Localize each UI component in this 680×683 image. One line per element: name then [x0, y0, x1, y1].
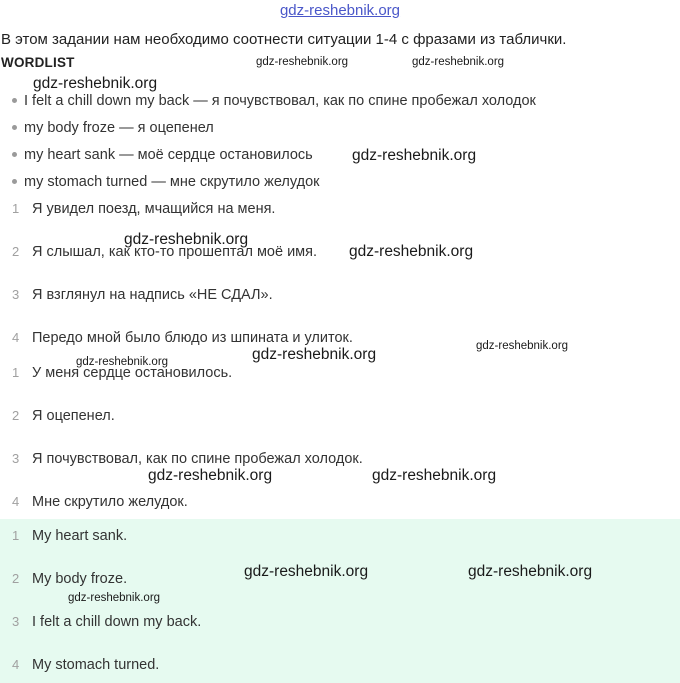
- situation-number: 4: [12, 330, 20, 345]
- translation-text: Мне скрутило желудок.: [32, 494, 188, 510]
- translation-row: [12, 408, 115, 424]
- watermark: gdz-reshebnik.org: [256, 56, 349, 68]
- watermark: gdz-reshebnik.org: [476, 340, 569, 352]
- situation-row: [12, 201, 275, 217]
- answer-text: I felt a chill down my back.: [32, 614, 202, 630]
- watermark: gdz-reshebnik.org: [76, 356, 169, 368]
- bullet-dot-icon: [12, 152, 17, 157]
- wordlist-item-text: my heart sank — моё сердце остановилось: [24, 147, 313, 163]
- watermark: gdz-reshebnik.org: [33, 75, 158, 92]
- answer-text: My heart sank.: [32, 528, 128, 544]
- translation-number: 2: [12, 408, 20, 423]
- wordlist-item-text: my body froze — я оцепенел: [24, 120, 214, 136]
- answer-number: 1: [12, 528, 20, 543]
- bullet-dot-icon: [12, 125, 17, 130]
- translation-row: [12, 494, 188, 510]
- translation-number: 1: [12, 365, 20, 380]
- bullet-dot-icon: [12, 98, 17, 103]
- translation-row: [12, 451, 363, 467]
- translation-text: Я оцепенел.: [32, 408, 115, 424]
- wordlist-item-text: I felt a chill down my back — я почувствовал, как по спине пробежал холодок: [24, 93, 536, 109]
- answer-text: My stomach turned.: [32, 657, 160, 673]
- watermark: gdz-reshebnik.org: [349, 243, 474, 260]
- situation-number: 2: [12, 244, 20, 259]
- answer-row: [12, 657, 159, 673]
- situation-text: Передо мной было блюдо из шпината и улиток.: [32, 330, 353, 346]
- wordlist-item: [12, 147, 313, 163]
- answer-text: My body froze.: [32, 571, 128, 587]
- translation-text: Я почувствовал, как по спине пробежал холодок.: [32, 451, 363, 467]
- wordlist-item: [12, 174, 320, 190]
- answer-number: 4: [12, 657, 20, 672]
- translation-number: 3: [12, 451, 20, 466]
- answer-row: [12, 528, 127, 544]
- situation-text: Я взглянул на надпись «НЕ СДАЛ».: [32, 287, 273, 303]
- answer-number: 2: [12, 571, 20, 586]
- watermark: gdz-reshebnik.org: [252, 346, 377, 363]
- watermark: gdz-reshebnik.org: [124, 231, 249, 248]
- wordlist-item: [12, 120, 214, 136]
- watermark: gdz-reshebnik.org: [244, 563, 369, 580]
- watermark: gdz-reshebnik.org: [68, 592, 161, 604]
- site-header-link[interactable]: gdz-reshebnik.org: [279, 2, 401, 19]
- watermark: gdz-reshebnik.org: [372, 467, 497, 484]
- translation-text: У меня сердце остановилось.: [32, 365, 233, 381]
- answer-row: [12, 614, 201, 630]
- situation-row: [12, 330, 353, 346]
- wordlist-title: WORDLIST: [1, 55, 75, 70]
- situation-text: Я слышал, как кто-то прошептал моё имя.: [32, 244, 318, 260]
- watermark: gdz-reshebnik.org: [468, 563, 593, 580]
- watermark: gdz-reshebnik.org: [412, 56, 505, 68]
- situation-text: Я увидел поезд, мчащийся на меня.: [32, 201, 276, 217]
- translation-number: 4: [12, 494, 20, 509]
- watermark: gdz-reshebnik.org: [352, 147, 477, 164]
- intro-text: В этом задании нам необходимо соотнести ситуации 1-4 с фразами из таблички.: [1, 31, 567, 48]
- watermark: gdz-reshebnik.org: [148, 467, 273, 484]
- wordlist-item-text: my stomach turned — мне скрутило желудок: [24, 174, 320, 190]
- situation-number: 3: [12, 287, 20, 302]
- bullet-dot-icon: [12, 179, 17, 184]
- wordlist-item: [12, 93, 536, 109]
- answer-number: 3: [12, 614, 20, 629]
- situation-number: 1: [12, 201, 20, 216]
- answer-row: [12, 571, 127, 587]
- situation-row: [12, 287, 273, 303]
